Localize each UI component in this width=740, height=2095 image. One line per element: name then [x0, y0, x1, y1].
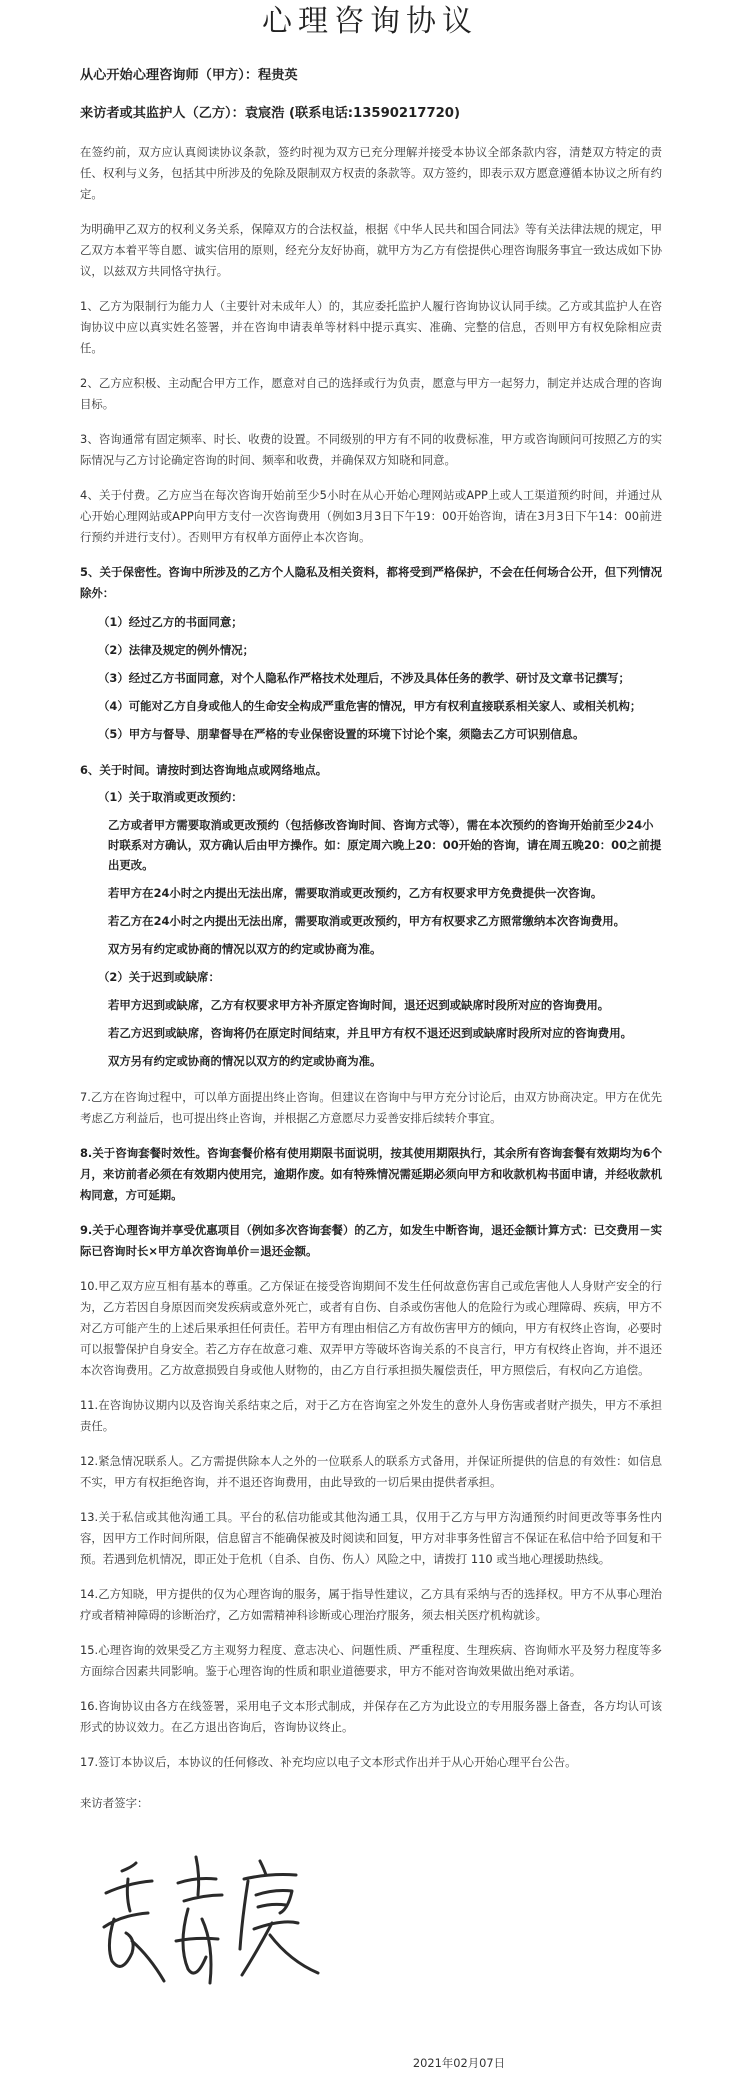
clause-14: 14.乙方知晓，甲方提供的仅为心理咨询的服务，属于指导性建议，乙方具有采纳与否的选择权。甲方不从事心理治疗或者精神障碍的诊断治疗，乙方如需精神科诊断或心理治疗服务，须去相关医疗机构就诊。 — [80, 1587, 662, 1622]
clause-6-cancel-line: 若乙方在24小时之内提出无法出席，需要取消或更改预约，甲方有权要求乙方照常缴纳本次咨询费用。 — [108, 914, 626, 928]
party-a-line: 从心开始心理咨询师（甲方）：程贵英 — [80, 68, 298, 83]
clause-2: 2、乙方应积极、主动配合甲方工作，愿意对自己的选择或行为负责，愿意与甲方一起努力，制定并达成合理的咨询目标。 — [80, 376, 662, 411]
clause-13: 13.关于私信或其他沟通工具。平台的私信功能或其他沟通工具，仅用于乙方与甲方沟通预约时间更改等事务性内容，因甲方工作时间所限，信息留言不能确保被及时阅读和回复，甲方对非事务性留言不保证在私信中给予回复和干预。若遇到危机情况，即正处于危机（自杀、自伤、伤人）风险之中，请拨打 110 或当地心理援助热线。 — [80, 1510, 662, 1566]
document-body — [0, 48, 740, 1999]
clause-1: 1、乙方为限制行为能力人（主要针对未成年人）的，其应委托监护人履行咨询协议认同手续。乙方或其监护人在咨询协议中应以真实姓名签署，并在咨询申请表单等材料中提示真实、准确、完整的信息，否则甲方有权免除相应责任。 — [80, 299, 662, 355]
clause-5-item: （5）甲方与督导、朋辈督导在严格的专业保密设置的环境下讨论个案，须隐去乙方可识别信息。 — [98, 727, 585, 741]
clause-6-late-line: 若甲方迟到或缺席，乙方有权要求甲方补齐原定咨询时间，退还迟到或缺席时段所对应的咨询费用。 — [108, 998, 610, 1012]
intro-paragraph: 在签约前，双方应认真阅读协议条款，签约时视为双方已充分理解并接受本协议全部条款内容，清楚双方特定的责任、权利与义务，包括其中所涉及的免除及限制双方权责的条款等。双方签约，即表示双方愿意遵循本协议之所有约定。 — [80, 145, 662, 201]
clause-8: 8.关于咨询套餐时效性。咨询套餐价格有使用期限书面说明，按其使用期限执行，其余所有咨询套餐有效期均为6个月，来访前者必须在有效期内使用完，逾期作废。如有特殊情况需延期必须向甲方和收款机构书面申请，并经收款机构同意，方可延期。 — [80, 1146, 662, 1202]
page-title: 心理咨询协议 — [262, 4, 478, 39]
clause-5-intro: 5、关于保密性。咨询中所涉及的乙方个人隐私及相关资料，都将受到严格保护，不会在任何场合公开，但下列情况除外： — [80, 565, 662, 600]
clause-4: 4、关于付费。乙方应当在每次咨询开始前至少5小时在从心开始心理网站或APP上或人工渠道预约时间，并通过从心开始心理网站或APP向甲方支付一次咨询费用（例如3月3日下午19：00开始咨询，请在3月3日下午14：00前进行预约并进行支付）。否则甲方有权单方面停止本次咨询。 — [80, 488, 662, 544]
handwritten-signature — [92, 1849, 332, 1999]
clause-3: 3、咨询通常有固定频率、时长、收费的设置。不同级别的甲方有不同的收费标准，甲方或咨询顾问可按照乙方的实际情况与乙方讨论确定咨询的时间、频率和收费，并确保双方知晓和同意。 — [80, 432, 662, 467]
clause-10: 10.甲乙双方应互相有基本的尊重。乙方保证在接受咨询期间不发生任何故意伤害自己或危害他人人身财产安全的行为，乙方若因自身原因而突发疾病或意外死亡，或者有自伤、自杀或伤害他人的危险行为或心理障碍、疾病，甲方不对乙方可能产生的上述后果承担任何责任。若甲方有理由相信乙方有故伤害甲方的倾向，甲方有权终止咨询，必要时可以报警保护自身安全。若乙方存在故意刁难、双弄甲方等破坏咨询关系的不良言行，甲方有权终止咨询，并不退还本次咨询费用。乙方故意损毁自身或他人财物的，由乙方自行承担损失履偿责任，甲方照偿后，有权向乙方追偿。 — [80, 1279, 662, 1377]
clause-6-cancel-heading: （1）关于取消或更改预约： — [98, 790, 243, 804]
clause-6-late-line: 双方另有约定或协商的情况以双方的约定或协商为准。 — [108, 1054, 382, 1068]
clause-5-item: （3）经过乙方书面同意，对个人隐私作严格技术处理后，不涉及具体任务的教学、研讨及文章书记撰写； — [98, 671, 630, 685]
sign-date: 2021年02月07日 — [412, 2056, 505, 2070]
clause-17: 17.签订本协议后，本协议的任何修改、补充均应以电子文本形式作出并于从心开始心理平台公告。 — [80, 1755, 577, 1769]
clause-9: 9.关于心理咨询并享受优惠项目（例如多次咨询套餐）的乙方，如发生中断咨询，退还金额计算方式：已交费用－实际已咨询时长×甲方单次咨询单价＝退还金额。 — [80, 1223, 662, 1258]
clause-5-item: （1）经过乙方的书面同意； — [98, 615, 243, 629]
intro-paragraph: 为明确甲乙双方的权利义务关系，保障双方的合法权益，根据《中华人民共和国合同法》等有关法律法规的规定，甲乙双方本着平等自愿、诚实信用的原则，经充分友好协商，就甲方为乙方有偿提供心理咨询服务事宜一致达成如下协议，以兹双方共同恪守执行。 — [80, 222, 662, 278]
clause-11: 11.在咨询协议期内以及咨询关系结束之后，对于乙方在咨询室之外发生的意外人身伤害或者财产损失，甲方不承担责任。 — [80, 1398, 662, 1433]
party-b-line: 来访者或其监护人（乙方）：袁宸浩 (联系电话:13590217720) — [80, 106, 461, 121]
clause-15: 15.心理咨询的效果受乙方主观努力程度、意志决心、问题性质、严重程度、生理疾病、咨询师水平及努力程度等多方面综合因素共同影响。鉴于心理咨询的性质和职业道德要求，甲方不能对咨询效果做出绝对承诺。 — [80, 1643, 662, 1678]
clause-6-cancel-line: 乙方或者甲方需要取消或更改预约（包括修改咨询时间、咨询方式等），需在本次预约的咨询开始前至少24小时联系对方确认，双方确认后由甲方操作。如：原定周六晚上20：00开始的咨询，请在周五晚20：00之前提出更改。 — [108, 818, 662, 872]
clause-6-cancel-line: 双方另有约定或协商的情况以双方的约定或协商为准。 — [108, 942, 382, 956]
clause-6-intro: 6、关于时间。请按时到达咨询地点或网络地点。 — [80, 763, 328, 777]
signature-label: 来访者签字： — [80, 1796, 149, 1810]
clause-7: 7.乙方在咨询过程中，可以单方面提出终止咨询。但建议在咨询中与甲方充分讨论后，由双方协商决定。甲方在优先考虑乙方利益后，也可提出终止咨询，并根据乙方意愿尽力妥善安排后续转介事宜。 — [80, 1090, 662, 1125]
clause-6-late-heading: （2）关于迟到或缺席： — [98, 970, 220, 984]
clause-5-item: （2）法律及规定的例外情况； — [98, 643, 255, 657]
clause-6-late-line: 若乙方迟到或缺席，咨询将仍在原定时间结束，并且甲方有权不退还迟到或缺席时段所对应的咨询费用。 — [108, 1026, 632, 1040]
clause-6-cancel-line: 若甲方在24小时之内提出无法出席，需要取消或更改预约，乙方有权要求甲方免费提供一次咨询。 — [108, 886, 603, 900]
clause-16: 16.咨询协议由各方在线签署，采用电子文本形式制成，并保存在乙方为此设立的专用服务器上备查，各方均认可该形式的协议效力。在乙方退出咨询后，咨询协议终止。 — [80, 1699, 662, 1734]
clause-5-item: （4）可能对乙方自身或他人的生命安全构成严重危害的情况，甲方有权利直接联系相关家人、或相关机构； — [98, 699, 642, 713]
clause-6 — [80, 760, 662, 1071]
clause-5 — [80, 562, 662, 744]
clause-12: 12.紧急情况联系人。乙方需提供除本人之外的一位联系人的联系方式备用，并保证所提供的信息的有效性：如信息不实，甲方有权拒绝咨询，并不退还咨询费用，由此导致的一切后果由提供者承担。 — [80, 1454, 662, 1489]
